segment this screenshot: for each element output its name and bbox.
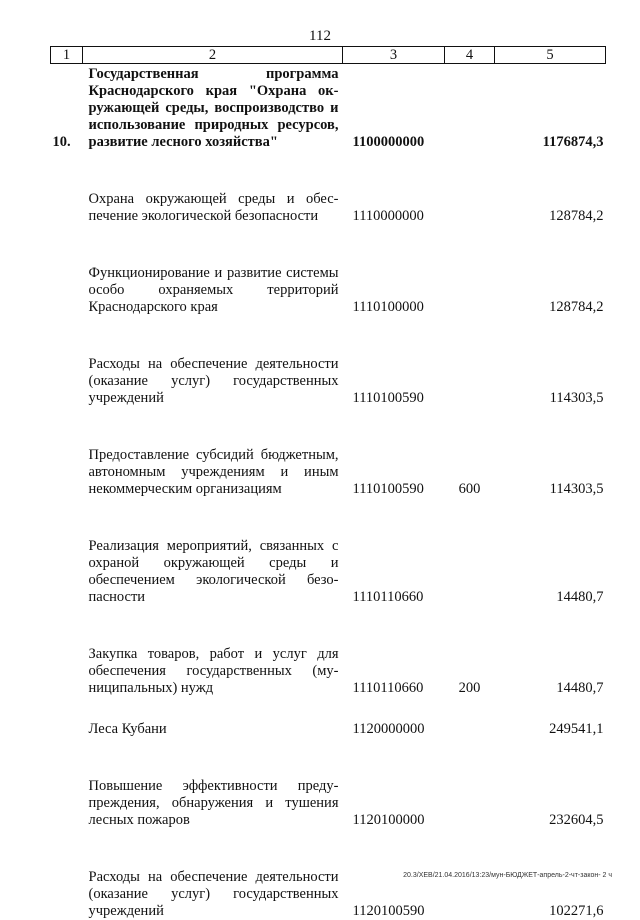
row-amount: 128784,2 — [495, 191, 606, 225]
row-spacer-cell — [51, 738, 606, 778]
row-amount: 14480,7 — [495, 538, 606, 606]
row-name: Реализация мероприятий, связанных с охраной окружающей среды и обеспечением экологической безопасности — [83, 538, 343, 606]
row-amount: 14480,7 — [495, 646, 606, 697]
table-row — [51, 356, 606, 407]
row-expense-type — [445, 191, 495, 225]
table-row — [51, 265, 606, 316]
row-expense-type — [445, 265, 495, 316]
table-row — [51, 447, 606, 498]
column-header-5: 5 — [495, 47, 606, 64]
row-spacer — [51, 697, 606, 721]
column-header-2: 2 — [83, 47, 343, 64]
row-expense-type — [445, 721, 495, 738]
row-number — [51, 265, 83, 316]
row-amount: 1176874,3 — [495, 66, 606, 151]
page-number: 112 — [0, 28, 640, 45]
table-row — [51, 66, 606, 151]
row-code: 1100000000 — [343, 66, 445, 151]
row-spacer — [51, 606, 606, 646]
table-body — [51, 64, 606, 920]
row-spacer-cell — [51, 498, 606, 538]
row-name: Предоставление субсидий бюджетным, автономным учреждениям и иным некоммерческим организациям — [83, 447, 343, 498]
header-row — [51, 47, 606, 64]
row-number — [51, 538, 83, 606]
row-expense-type — [445, 356, 495, 407]
row-expense-type: 200 — [445, 646, 495, 697]
row-amount: 114303,5 — [495, 356, 606, 407]
table-row — [51, 778, 606, 829]
row-spacer-cell — [51, 697, 606, 721]
row-number — [51, 646, 83, 697]
row-code: 1110000000 — [343, 191, 445, 225]
row-amount: 128784,2 — [495, 265, 606, 316]
row-expense-type — [445, 66, 495, 151]
column-header-4: 4 — [445, 47, 495, 64]
row-name: Расходы на обеспечение деятельности (оказание услуг) государственных учреждений — [83, 356, 343, 407]
column-header-3: 3 — [343, 47, 445, 64]
row-amount: 114303,5 — [495, 447, 606, 498]
row-name: Функционирование и развитие системы особо охраняемых территорий Краснодарского края — [83, 265, 343, 316]
row-expense-type — [445, 538, 495, 606]
row-code: 1120100000 — [343, 778, 445, 829]
row-spacer-cell — [51, 829, 606, 869]
row-spacer-cell — [51, 407, 606, 447]
row-number — [51, 721, 83, 738]
row-spacer — [51, 738, 606, 778]
row-code: 1110110660 — [343, 538, 445, 606]
budget-table — [50, 46, 606, 920]
table-row — [51, 538, 606, 606]
row-number — [51, 191, 83, 225]
row-code: 1110110660 — [343, 646, 445, 697]
row-spacer-cell — [51, 606, 606, 646]
row-number — [51, 356, 83, 407]
footer-stamp: 20.3/ХЕВ/21.04.2016/13:23/мун-БЮДЖЕТ-апрель-2-чт-закон- 2 ч — [403, 872, 612, 879]
row-name: Расходы на обеспечение деятельности (оказание услуг) государственных учреждений — [83, 869, 343, 920]
row-spacer — [51, 829, 606, 869]
row-spacer-cell — [51, 316, 606, 356]
row-code: 1120000000 — [343, 721, 445, 738]
table-row — [51, 646, 606, 697]
row-name: Охрана окружающей среды и обеспечение экологической безопасности — [83, 191, 343, 225]
row-name: Закупка товаров, работ и услуг для обеспечения государственных (муниципальных) нужд — [83, 646, 343, 697]
row-amount: 232604,5 — [495, 778, 606, 829]
row-name: Государственная программа Краснодарского края "Охрана окружающей среды, воспроизводство и использование природных ресурсов, развитие лесного хозяйства" — [83, 66, 343, 151]
row-amount: 249541,1 — [495, 721, 606, 738]
table-row — [51, 721, 606, 738]
column-header-1: 1 — [51, 47, 83, 64]
row-number — [51, 447, 83, 498]
row-code: 1110100590 — [343, 356, 445, 407]
table-header — [51, 47, 606, 64]
row-spacer — [51, 498, 606, 538]
row-expense-type — [445, 778, 495, 829]
row-spacer-cell — [51, 225, 606, 265]
row-number — [51, 778, 83, 829]
row-name: Повышение эффективности предупреждения, обнаружения и тушения лесных пожаров — [83, 778, 343, 829]
row-code: 1110100000 — [343, 265, 445, 316]
row-code: 1110100590 — [343, 447, 445, 498]
table-row — [51, 191, 606, 225]
row-code: 1120100590 — [343, 869, 445, 920]
row-expense-type: 600 — [445, 447, 495, 498]
row-spacer — [51, 225, 606, 265]
row-spacer — [51, 316, 606, 356]
row-spacer-cell — [51, 151, 606, 191]
row-number: 10. — [51, 66, 83, 151]
row-spacer — [51, 151, 606, 191]
row-name: Леса Кубани — [83, 721, 343, 738]
row-spacer — [51, 407, 606, 447]
row-number — [51, 869, 83, 920]
row-amount: 102271,6 — [495, 869, 606, 920]
